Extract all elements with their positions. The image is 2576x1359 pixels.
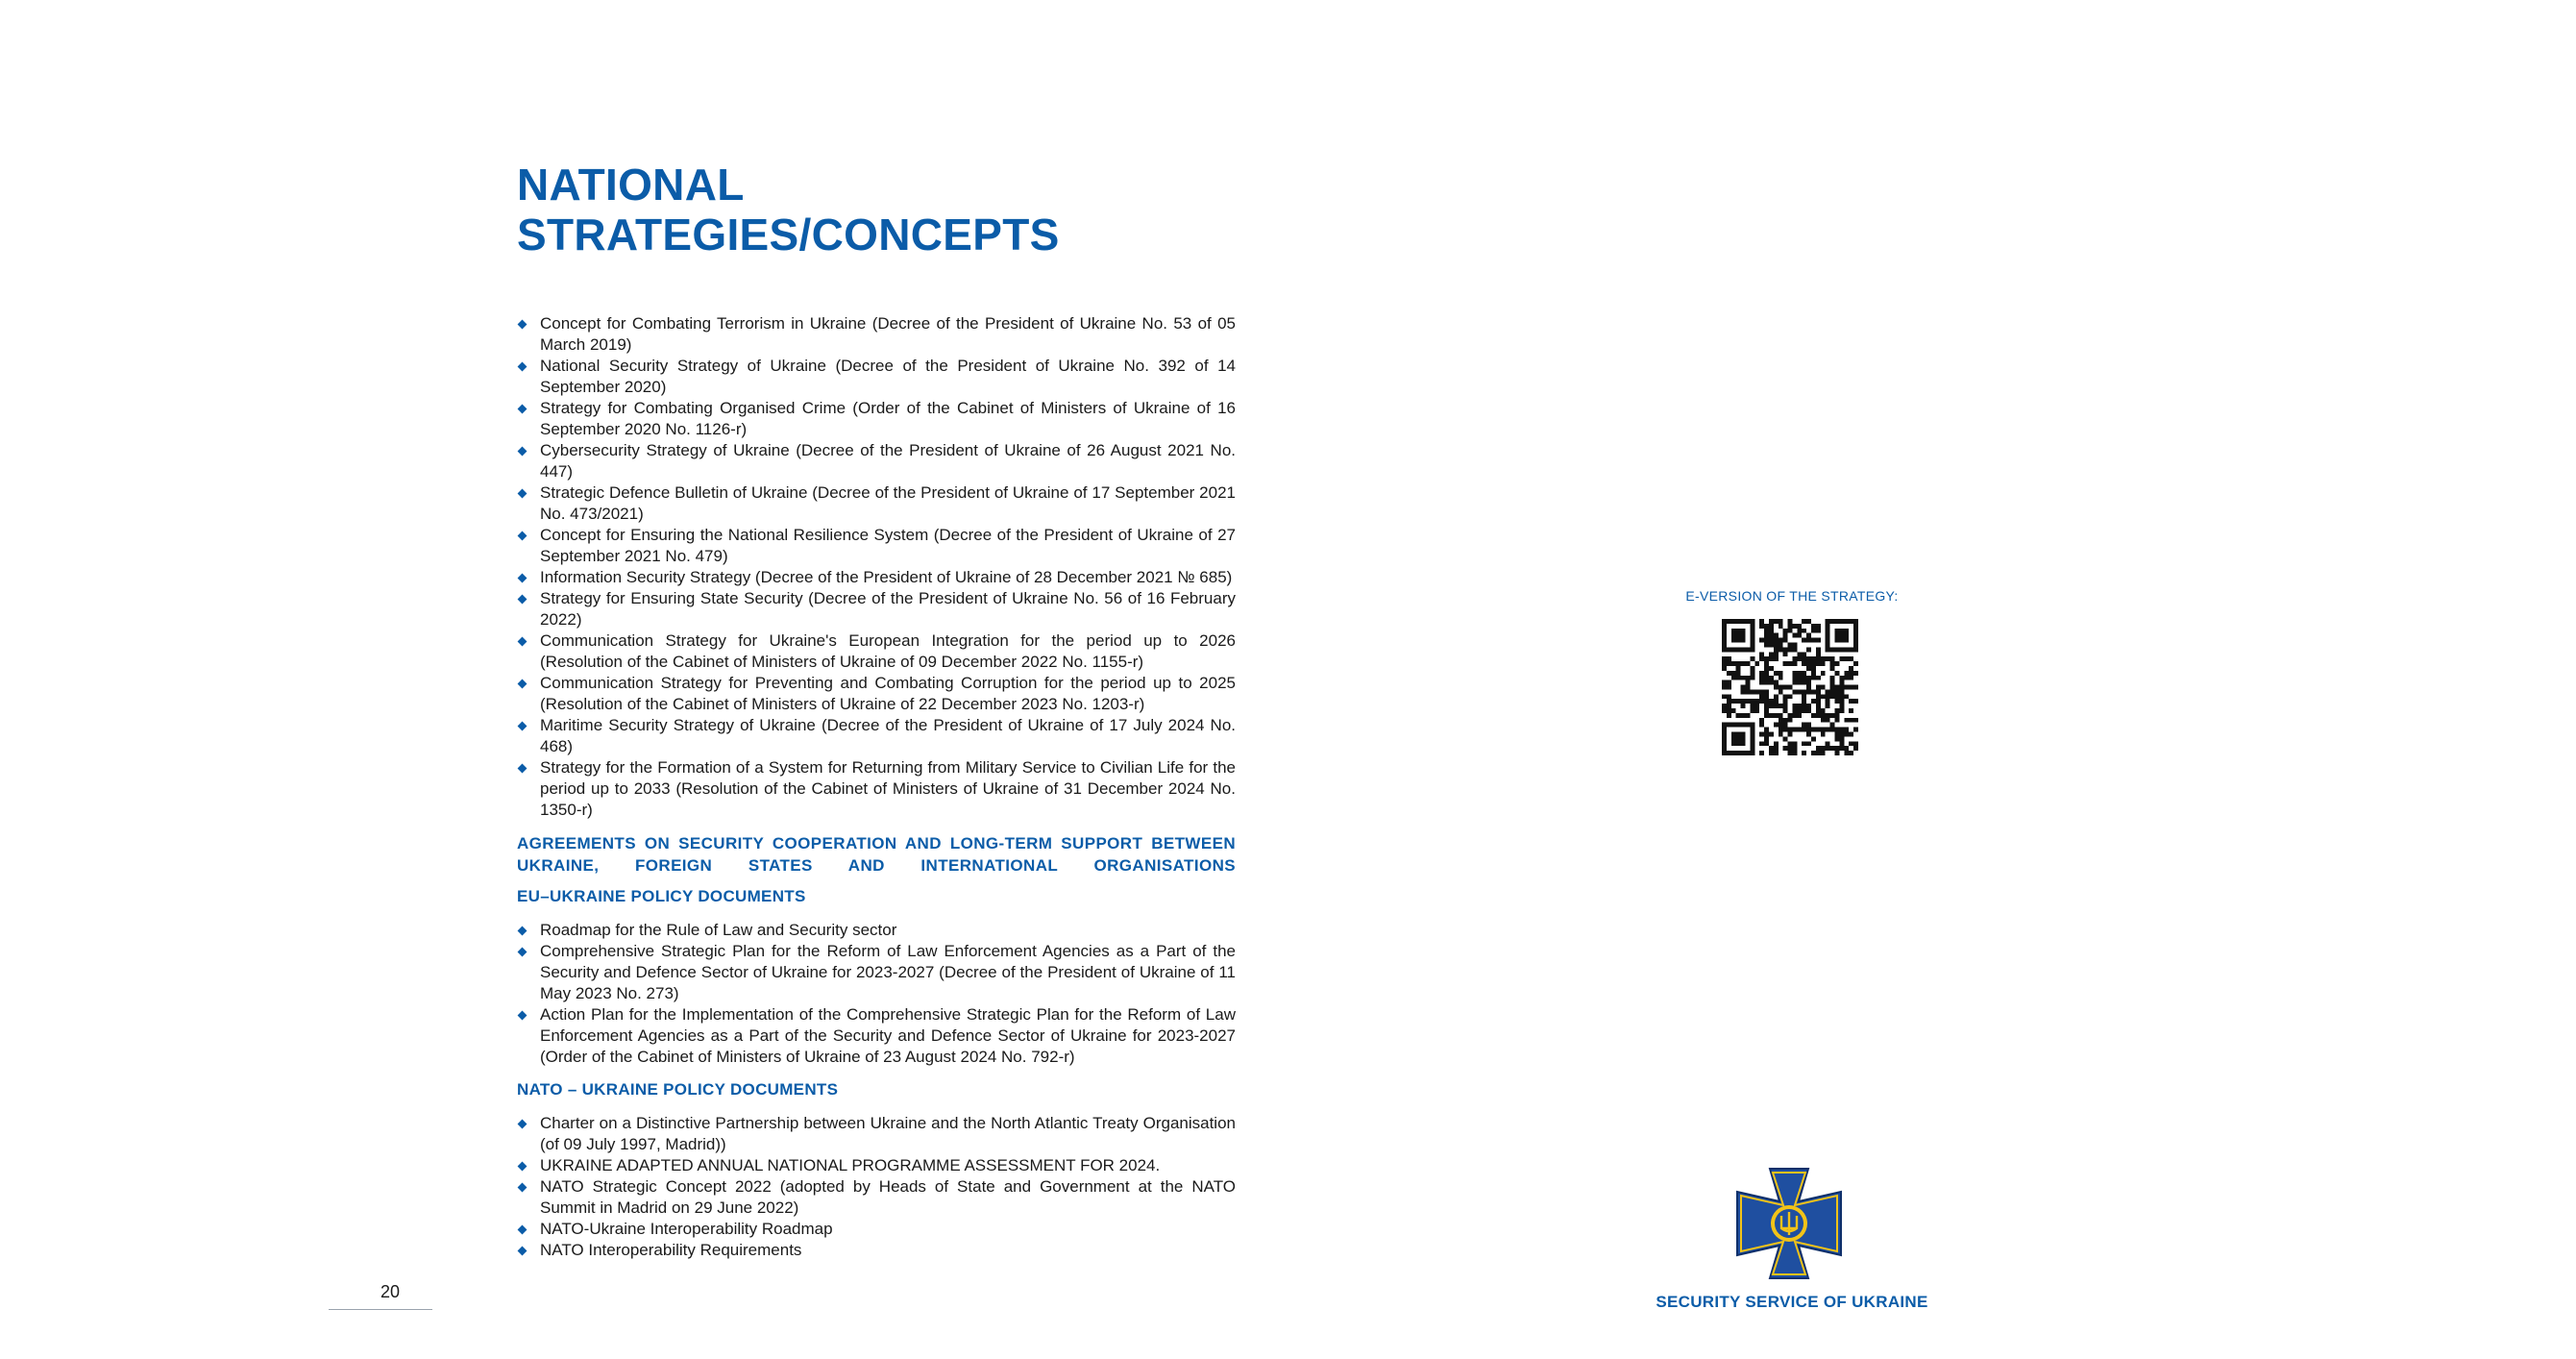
list-item-text: Concept for Ensuring the National Resilience System (Decree of the President of Ukraine of 27 September 2021 No. 479)	[540, 526, 1236, 565]
list-item-text: Cybersecurity Strategy of Ukraine (Decree of the President of Ukraine of 26 August 2021 No. 447)	[540, 441, 1236, 481]
diamond-bullet-icon	[518, 680, 527, 689]
agreements-heading: AGREEMENTS ON SECURITY COOPERATION AND LONG-TERM SUPPORT BETWEEN UKRAINE, FOREIGN STATES AND INTERNATIONAL ORGANISATIONS	[517, 834, 1236, 875]
list-item	[517, 440, 1236, 482]
diamond-bullet-icon	[518, 320, 527, 330]
list-item	[517, 567, 1236, 588]
diamond-bullet-icon	[518, 489, 527, 499]
nato-section-heading: NATO – UKRAINE POLICY DOCUMENTS	[517, 1080, 839, 1099]
diamond-bullet-icon	[518, 1247, 527, 1256]
list-item	[517, 398, 1236, 440]
list-item-text: NATO-Ukraine Interoperability Roadmap	[540, 1220, 833, 1238]
list-item-text: Maritime Security Strategy of Ukraine (Decree of the President of Ukraine of 17 July 2024 No. 468)	[540, 716, 1236, 755]
strategies-list	[517, 313, 1236, 821]
list-item	[517, 588, 1236, 630]
eu-documents-list	[517, 920, 1236, 1068]
list-item	[517, 356, 1236, 398]
qr-code-icon[interactable]	[1722, 619, 1858, 755]
diamond-bullet-icon	[518, 1183, 527, 1193]
list-item	[517, 1004, 1236, 1068]
list-item	[517, 715, 1236, 757]
list-item	[517, 313, 1236, 356]
list-item-text: UKRAINE ADAPTED ANNUAL NATIONAL PROGRAMME ASSESSMENT FOR 2024.	[540, 1156, 1161, 1174]
diamond-bullet-icon	[518, 722, 527, 731]
diamond-bullet-icon	[518, 948, 527, 957]
qr-label: E-VERSION OF THE STRATEGY:	[1685, 588, 1899, 604]
list-item-text: Roadmap for the Rule of Law and Security sector	[540, 921, 897, 939]
list-item-text: Strategy for the Formation of a System for Returning from Military Service to Civilian Life for the period up to 2033 (Resolution of the Cabinet of Ministers of Ukraine of 31 December 2024 No. 1350-r)	[540, 758, 1236, 819]
list-item-text: Concept for Combating Terrorism in Ukraine (Decree of the President of Ukraine No. 53 of 05 March 2019)	[540, 314, 1236, 354]
list-item-text: Strategy for Combating Organised Crime (Order of the Cabinet of Ministers of Ukraine of 16 September 2020 No. 1126-r)	[540, 399, 1236, 438]
list-item	[517, 630, 1236, 673]
left-column	[517, 160, 1236, 1261]
list-item	[517, 1176, 1236, 1219]
list-item-text: Charter on a Distinctive Partnership between Ukraine and the North Atlantic Treaty Organisation (of 09 July 1997, Madrid))	[540, 1114, 1236, 1153]
list-item-text: Communication Strategy for Ukraine's European Integration for the period up to 2026 (Resolution of the Cabinet of Ministers of Ukraine of 09 December 2022 No. 1155-r)	[540, 631, 1236, 671]
eu-section-heading: EU–UKRAINE POLICY DOCUMENTS	[517, 887, 806, 905]
list-item	[517, 920, 1236, 941]
list-item	[517, 673, 1236, 715]
list-item-text: Action Plan for the Implementation of the Comprehensive Strategic Plan for the Reform of Law Enforcement Agencies as a Part of the Security and Defence Sector of Ukraine for 2023-2027 (Order of the Cabinet of Ministers of Ukraine of 23 August 2024 No. 792-r)	[540, 1005, 1236, 1066]
list-item	[517, 482, 1236, 525]
diamond-bullet-icon	[518, 764, 527, 774]
title-line-2: STRATEGIES/CONCEPTS	[517, 210, 1060, 259]
list-item	[517, 525, 1236, 567]
diamond-bullet-icon	[518, 637, 527, 647]
list-item	[517, 1113, 1236, 1155]
organization-name: SECURITY SERVICE OF UKRAINE	[1656, 1293, 1928, 1311]
diamond-bullet-icon	[518, 1120, 527, 1129]
list-item-text: Strategy for Ensuring State Security (Decree of the President of Ukraine No. 56 of 16 February 2022)	[540, 589, 1236, 629]
diamond-bullet-icon	[518, 1162, 527, 1172]
list-item	[517, 1240, 1236, 1261]
list-item	[517, 1155, 1236, 1176]
list-item-text: NATO Strategic Concept 2022 (adopted by Heads of State and Government at the NATO Summit in Madrid on 29 June 2022)	[540, 1177, 1236, 1217]
list-item-text: Comprehensive Strategic Plan for the Reform of Law Enforcement Agencies as a Part of the Security and Defence Sector of Ukraine for 2023-2027 (Decree of the President of Ukraine of 11 May 2023 No. 273)	[540, 942, 1236, 1002]
nato-documents-list	[517, 1113, 1236, 1261]
diamond-bullet-icon	[518, 405, 527, 414]
list-item-text: NATO Interoperability Requirements	[540, 1241, 802, 1259]
diamond-bullet-icon	[518, 447, 527, 457]
list-item-text: Communication Strategy for Preventing and Combating Corruption for the period up to 2025 (Resolution of the Cabinet of Ministers of Ukraine of 22 December 2023 No. 1203-r)	[540, 674, 1236, 713]
list-item-text: National Security Strategy of Ukraine (Decree of the President of Ukraine No. 392 of 14 September 2020)	[540, 357, 1236, 396]
ssu-emblem-icon	[1733, 1167, 1845, 1280]
diamond-bullet-icon	[518, 362, 527, 372]
diamond-bullet-icon	[518, 574, 527, 583]
title-line-1: NATIONAL	[517, 160, 745, 210]
page-number-rule	[329, 1309, 432, 1310]
diamond-bullet-icon	[518, 1225, 527, 1235]
list-item-text: Information Security Strategy (Decree of the President of Ukraine of 28 December 2021 № 685)	[540, 568, 1233, 586]
list-item	[517, 1219, 1236, 1240]
diamond-bullet-icon	[518, 531, 527, 541]
list-item-text: Strategic Defence Bulletin of Ukraine (Decree of the President of Ukraine of 17 September 2021 No. 473/2021)	[540, 483, 1236, 523]
diamond-bullet-icon	[518, 595, 527, 605]
diamond-bullet-icon	[518, 927, 527, 936]
page-title	[517, 160, 1236, 259]
page-number: 20	[380, 1282, 401, 1301]
diamond-bullet-icon	[518, 1011, 527, 1021]
list-item	[517, 757, 1236, 821]
list-item	[517, 941, 1236, 1004]
